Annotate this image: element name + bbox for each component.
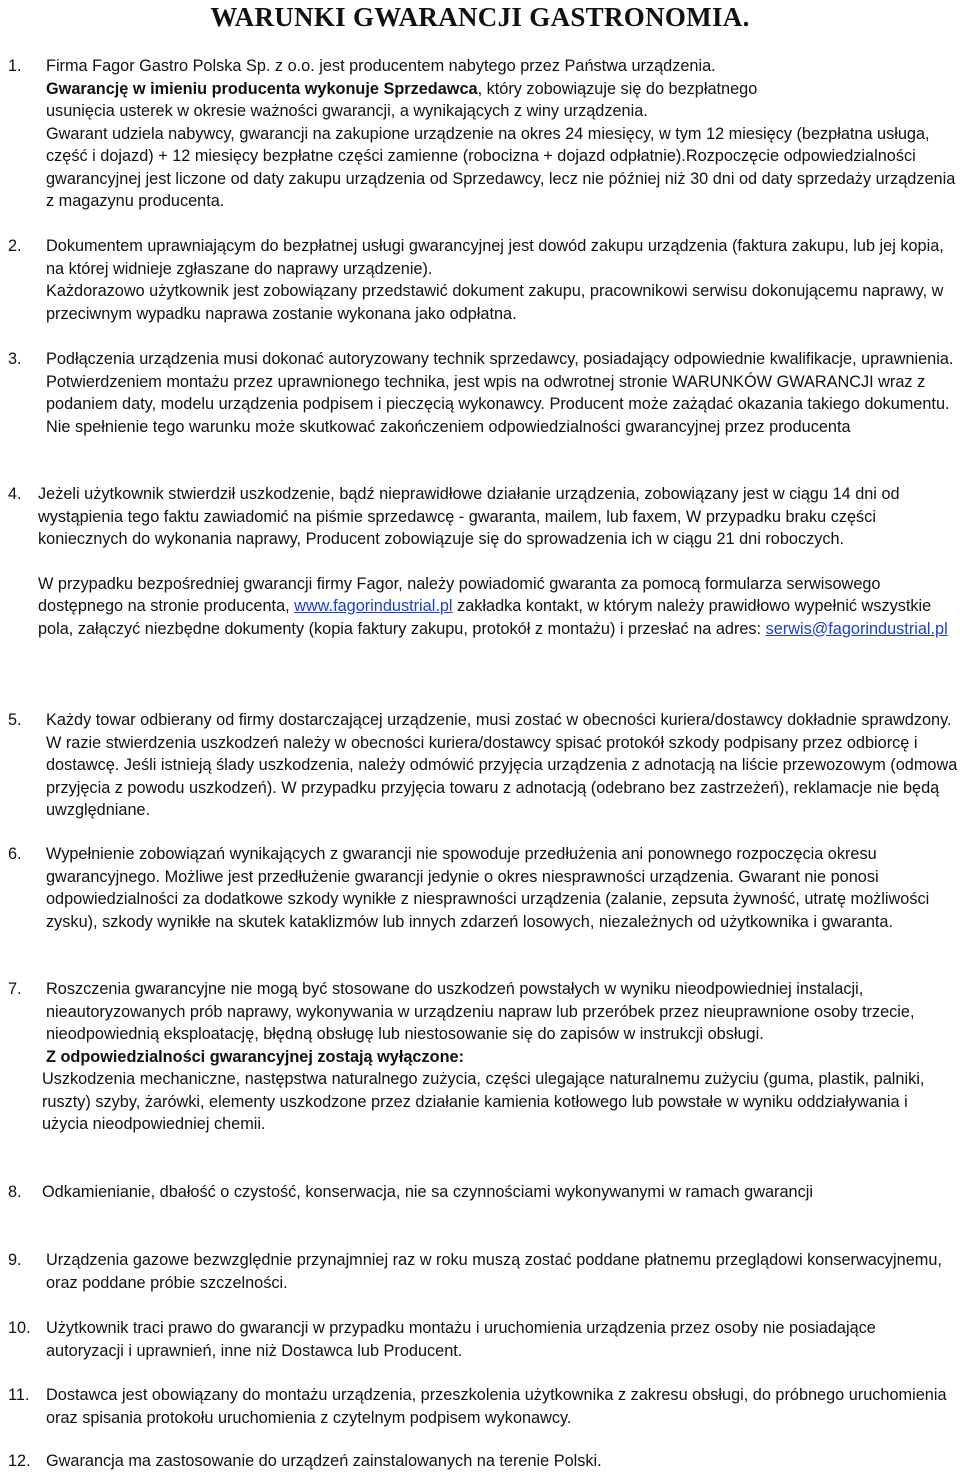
clause-number: 5. — [8, 711, 22, 729]
clause-body — [42, 1181, 958, 1204]
clause-body — [46, 1384, 958, 1429]
clause-text: Gwarancja ma zastosowanie do urządzeń zainstalowanych na terenie Polski. — [46, 1452, 602, 1470]
clause-body — [46, 348, 958, 438]
clause-text: Uszkodzenia mechaniczne, następstwa naturalnego zużycia, części ulegające naturalnemu zużyciu (guma, plastik, palniki, ruszty) szyby, żarówki, elementy uszkodzone przez działanie kamienia kotłowego lub powstałe w wyniku oddziaływania i użycia nieodpowiedniej chemii. — [42, 1070, 925, 1133]
clause-body — [46, 55, 958, 213]
clause-number: 7. — [8, 980, 22, 998]
document-title: WARUNKI GWARANCJI GASTRONOMIA. — [210, 2, 750, 32]
clause-body — [42, 978, 958, 1136]
clause-text: Roszczenia gwarancyjne nie mogą być stosowane do uszkodzeń powstałych w wyniku nieodpowiedniej instalacji, nieautoryzowanych prób naprawy, wykonywania w urządzeniu napraw lub przeróbek przez nieuprawnione osoby trzecie, nieodpowiednią eksploatację, błędną obsługę lub niestosowanie się do zapisów w instrukcji obsługi. — [46, 980, 915, 1043]
producer-website-link[interactable]: www.fagorindustrial.pl — [294, 597, 453, 615]
clause-text: Dostawca jest obowiązany do montażu urządzenia, przeszkolenia użytkownika z zakresu obsługi, do próbnego uruchomienia oraz spisania protokołu uruchomienia z czytelnym podpisem wykonawcy. — [46, 1386, 947, 1427]
clause-body — [46, 843, 958, 933]
clause-text: Każdorazowo użytkownik jest zobowiązany przedstawić dokument zakupu, pracownikowi serwisu dokonującemu naprawy, w przeciwnym wypadku naprawa zostanie wykonana jako odpłatna. — [46, 282, 944, 323]
clause-text: Urządzenia gazowe bezwzględnie przynajmniej raz w roku muszą zostać poddane płatnemu przeglądowi konserwacyjnemu, oraz poddane próbie szczelności. — [46, 1251, 942, 1292]
clause-text: Jeżeli użytkownik stwierdził uszkodzenie, bądź nieprawidłowe działanie urządzenia, zobowiązany jest w ciągu 14 dni od wystąpienia tego faktu zawiadomić na piśmie sprzedawcę - gwaranta, mailem, lub faxem, W przypadku braku części koniecznych do wykonania naprawy, Producent zobowiązuje się do sprowadzenia ich w ciągu 21 dni roboczych. — [38, 485, 900, 548]
clause-text: usunięcia usterek w okresie ważności gwarancji, a wynikających z winy urządzenia. — [46, 102, 648, 120]
clause-text: Wypełnienie zobowiązań wynikających z gwarancji nie spowoduje przedłużenia ani ponownego rozpoczęcia okresu gwarancyjnego. Możliwe jest przedłużenie gwarancji jedynie o okres niesprawności urządzenia. Gwarant nie ponosi odpowiedzialności za dodatkowe szkody wynikłe z niesprawności urządzenia (zalanie, zepsuta żywność, utratę możliwości zysku), szkody wynikłe na skutek kataklizmów lub innych zdarzeń losowych, niezależnych od użytkownika i gwaranta. — [46, 845, 930, 931]
clause-body — [46, 1450, 958, 1473]
clause-number: 8. — [8, 1183, 22, 1201]
clause-text — [46, 78, 958, 101]
clause-text: W przypadku bezpośredniej gwarancji firmy Fagor, należy powiadomić gwaranta za pomocą formularza serwisowego dostępnego na stronie producenta, — [38, 574, 881, 615]
clause-text: Użytkownik traci prawo do gwarancji w przypadku montażu i uruchomienia urządzenia przez osoby nie posiadające autoryzacji i uprawnień, inne niż Dostawca lub Producent. — [46, 1319, 876, 1360]
clause-number: 4. — [8, 485, 22, 503]
clause-body — [46, 1317, 958, 1362]
clause-number: 12. — [8, 1452, 31, 1470]
exclusions-heading: Z odpowiedzialności gwarancyjnej zostają wyłączone: — [46, 1047, 464, 1066]
clause-text: Dokumentem uprawniającym do bezpłatnej usługi gwarancyjnej jest dowód zakupu urządzenia (faktura zakupu, lub jej kopia, na której widnieje zgłaszane do naprawy urządzenie). — [46, 237, 944, 278]
clause-number: 11. — [8, 1386, 30, 1404]
clause-number: 10. — [8, 1319, 31, 1337]
clause-body — [38, 483, 958, 640]
clause-text: zakładka kontakt, w którym należy prawidłowo wypełnić wszystkie pola, załączyć niezbędne dokumenty (kopia faktury zakupu, protokół z montażu) i przesłać na adres: — [38, 597, 932, 638]
clause-number: 9. — [8, 1251, 22, 1269]
clause-body — [46, 1249, 958, 1294]
clause-text: , który zobowiązuje się do bezpłatnego — [477, 79, 758, 98]
clause-body — [46, 235, 958, 325]
clause-body — [46, 709, 958, 822]
clause-number: 3. — [8, 350, 22, 368]
service-email-link[interactable]: serwis@fagorindustrial.pl — [765, 619, 948, 638]
clause-text: Odkamienianie, dbałość o czystość, konserwacja, nie sa czynnościami wykonywanymi w ramach gwarancji — [42, 1183, 813, 1201]
clause-text: Każdy towar odbierany od firmy dostarczającej urządzenie, musi zostać w obecności kuriera/dostawcy dokładnie sprawdzony. W razie stwierdzenia uszkodzeń należy w obecności kuriera/dostawcy spisać protokół szkody podpisany przez odbiorcę i dostawcę. Jeśli istnieją ślady uszkodzenia, należy odmówić przyjęcia urządzenia z adnotacją na liście przewozowym (odmowa przyjęcia z powodu uszkodzeń). W przypadku przyjęcia towaru z adnotacją (odebrano bez zastrzeżeń), reklamacje nie będą uwzględniane. — [46, 711, 958, 819]
clause-number: 6. — [8, 845, 22, 863]
clause-text: Podłączenia urządzenia musi dokonać autoryzowany technik sprzedawcy, posiadający odpowiednie kwalifikacje, uprawnienia. Potwierdzeniem montażu przez uprawnionego technika, jest wpis na odwrotnej stronie WARUNKÓW GWARANCJI wraz z podaniem daty, modelu urządzenia podpisem i pieczęcią wykonawcy. Producent może zażądać okazania takiego dokumentu. Nie spełnienie tego warunku może skutkować zakończeniem odpowiedzialności gwarancyjnej przez producenta — [46, 350, 954, 436]
clause-text: Gwarant udziela nabywcy, gwarancji na zakupione urządzenie na okres 24 miesięcy, w tym 12 miesięcy (bezpłatna usługa, część i dojazd) + 12 miesięcy bezpłatne części zamienne (robocizna + dojazd odpłatnie).Rozpoczęcie odpowiedzialności gwarancyjnej jest liczone od daty zakupu urządzenia od Sprzedawcy, lecz nie później niż 30 dni od daty sprzedaży urządzenia z magazynu producenta. — [46, 124, 956, 210]
clause-bold-text: Gwarancję w imieniu producenta wykonuje Sprzedawca — [46, 79, 478, 98]
clause-number: 2. — [8, 237, 22, 255]
clause-text: Firma Fagor Gastro Polska Sp. z o.o. jest producentem nabytego przez Państwa urządzenia. — [46, 57, 716, 75]
clause-text — [38, 573, 958, 641]
clause-number: 1. — [8, 57, 22, 75]
